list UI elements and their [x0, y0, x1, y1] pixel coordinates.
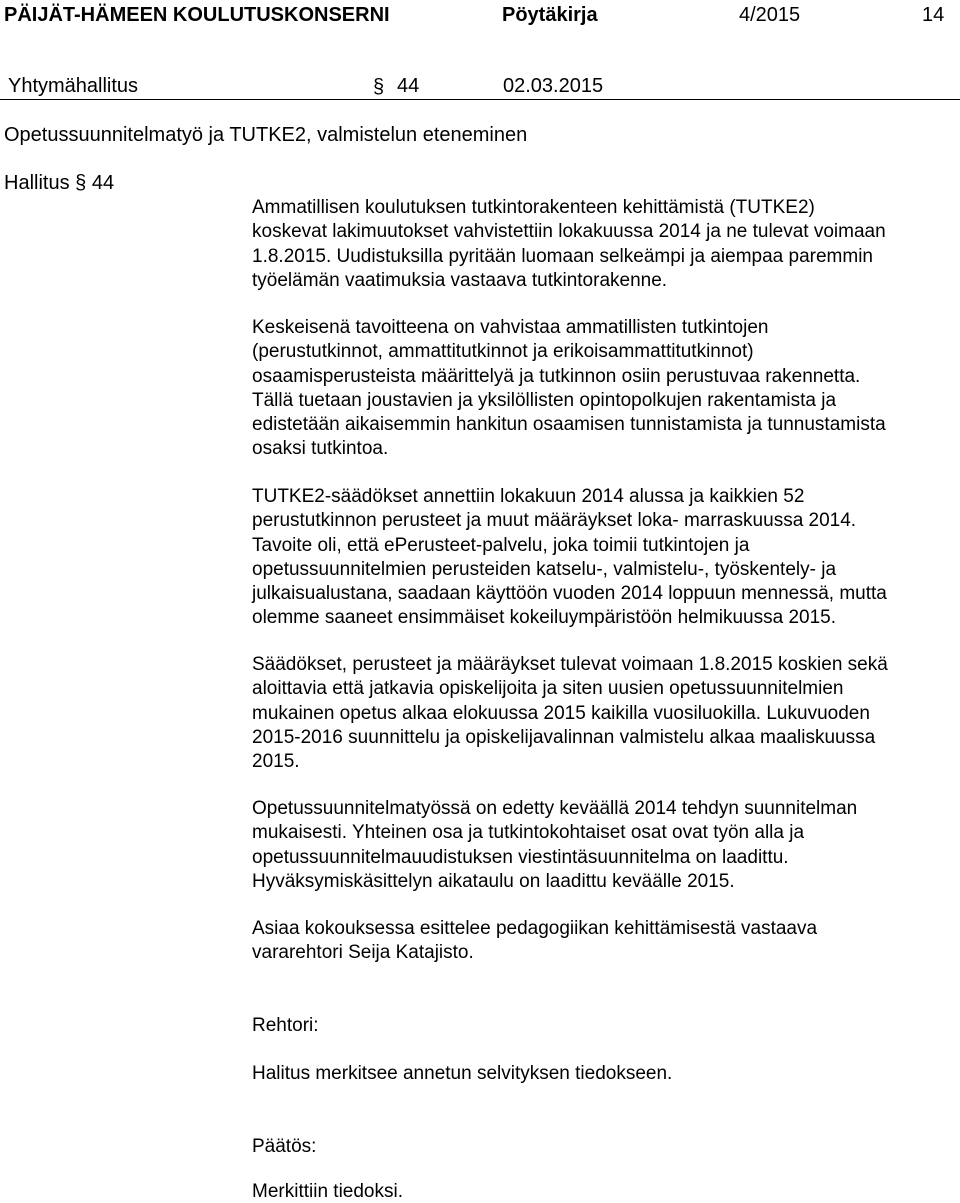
paragraph-6	[252, 917, 952, 966]
organization-name: PÄIJÄT-HÄMEEN KOULUTUSKONSERNI	[4, 4, 390, 26]
paragraph-line: mukaisesti. Yhteinen osa ja tutkintokohtaiset osat ovat työn alla ja	[252, 822, 805, 844]
decision-label: Päätös:	[252, 1136, 317, 1157]
paragraph-4	[252, 653, 952, 774]
paragraph-line: Asiaa kokouksessa esittelee pedagogiikan kehittämisestä vastaava	[252, 918, 818, 939]
paragraph-line: osaksi tutkintoa.	[252, 438, 389, 460]
paragraph-line: Tällä tuetaan joustavien ja yksilöllisten opintopolkujen rakentamista ja	[252, 389, 837, 411]
rector-label: Rehtori:	[252, 1015, 319, 1036]
paragraph-line: TUTKE2-säädökset annettiin lokakuun 2014 alussa ja kaikkien 52	[252, 486, 805, 507]
section-reference	[4, 172, 114, 195]
paragraph-line: aloittavia että jatkavia opiskelijoita ja siten uusien opetussuunnitelmien	[252, 678, 844, 700]
section-number: 44	[397, 75, 420, 97]
paragraph-line: 1.8.2015. Uudistuksilla pyritään luomaan selkeämpi ja aiempaa paremmin	[252, 245, 873, 267]
paragraph-line: koskevat lakimuutokset vahvistettiin lokakuussa 2014 ja ne tulevat voimaan	[252, 221, 886, 243]
paragraph-line: osaamisperusteista määrittelyä ja tutkinnon osiin perustuvaa rakennetta.	[252, 365, 861, 387]
paragraph-line: (perustutkinnot, ammattitutkinnot ja erikoisammattitutkinnot)	[252, 341, 754, 363]
paragraph-line: perustutkinnon perusteet ja muut määräykset loka- marraskuussa 2014.	[252, 510, 857, 532]
section-symbol: §	[373, 76, 385, 98]
page-number: 14	[922, 4, 945, 26]
paragraph-line: vararehtori Seija Katajisto.	[252, 942, 474, 964]
paragraph-line: Tavoite oli, että ePerusteet-palvelu, joka toimii tutkintojen ja	[252, 534, 750, 556]
document-number: 4/2015	[739, 4, 801, 26]
paragraph-line: opetussuunnitelmien perusteiden katselu-, valmistelu-, työskentely- ja	[252, 558, 837, 580]
paragraph-line: 2015-2016 suunnittelu ja opiskelijavalinnan valmistelu alkaa maaliskuussa	[252, 726, 876, 748]
paragraph-line: julkaisualustana, saadaan käyttöön vuoden 2014 loppuun mennessä, mutta	[252, 583, 887, 605]
page-title: Opetussuunnitelmatyö ja TUTKE2, valmistelun eteneminen	[4, 124, 528, 146]
paragraph-line: Opetussuunnitelmatyössä on edetty keväällä 2014 tehdyn suunnitelman	[252, 798, 858, 819]
paragraph-line: Hyväksymiskäsittelyn aikataulu on laadittu keväälle 2015.	[252, 870, 735, 892]
paragraph-line: olemme saaneet ensimmäiset kokeiluympäristöön helmikuussa 2015.	[252, 607, 837, 629]
rector-statement: Halitus merkitsee annetun selvityksen tiedokseen.	[252, 1063, 673, 1084]
paragraph-line: työelämän vaatimuksia vastaava tutkintorakenne.	[252, 269, 668, 291]
paragraph-line: opetussuunnitelmauudistuksen viestintäsuunnitelma on laadittu.	[252, 846, 789, 868]
paragraph-1	[252, 196, 952, 293]
board-name: Yhtymähallitus	[8, 75, 139, 97]
section-ref-symbol: §	[75, 172, 87, 194]
paragraph-line: Ammatillisen koulutuksen tutkintorakenteen kehittämistä (TUTKE2)	[252, 197, 815, 218]
document-type: Pöytäkirja	[502, 4, 598, 26]
paragraph-line: mukainen opetus alkaa elokuussa 2015 kaikilla vuosiluokilla. Lukuvuoden	[252, 702, 870, 724]
decision-text: Merkittiin tiedoksi.	[252, 1181, 403, 1202]
paragraph-line: Säädökset, perusteet ja määräykset tulevat voimaan 1.8.2015 koskien sekä	[252, 654, 888, 675]
section-ref-label: Hallitus	[4, 172, 70, 194]
paragraph-line: Keskeisenä tavoitteena on vahvistaa ammatillisten tutkintojen	[252, 317, 769, 338]
paragraph-5	[252, 797, 952, 894]
paragraph-line: edistetään aikaisemmin hankitun osaamisen tunnistamista ja tunnustamista	[252, 414, 886, 436]
meeting-date: 02.03.2015	[503, 75, 604, 97]
header-divider	[0, 99, 960, 100]
paragraph-3	[252, 485, 952, 631]
paragraph-line: 2015.	[252, 751, 300, 773]
paragraph-2	[252, 316, 952, 462]
section-ref-number: 44	[91, 172, 115, 194]
